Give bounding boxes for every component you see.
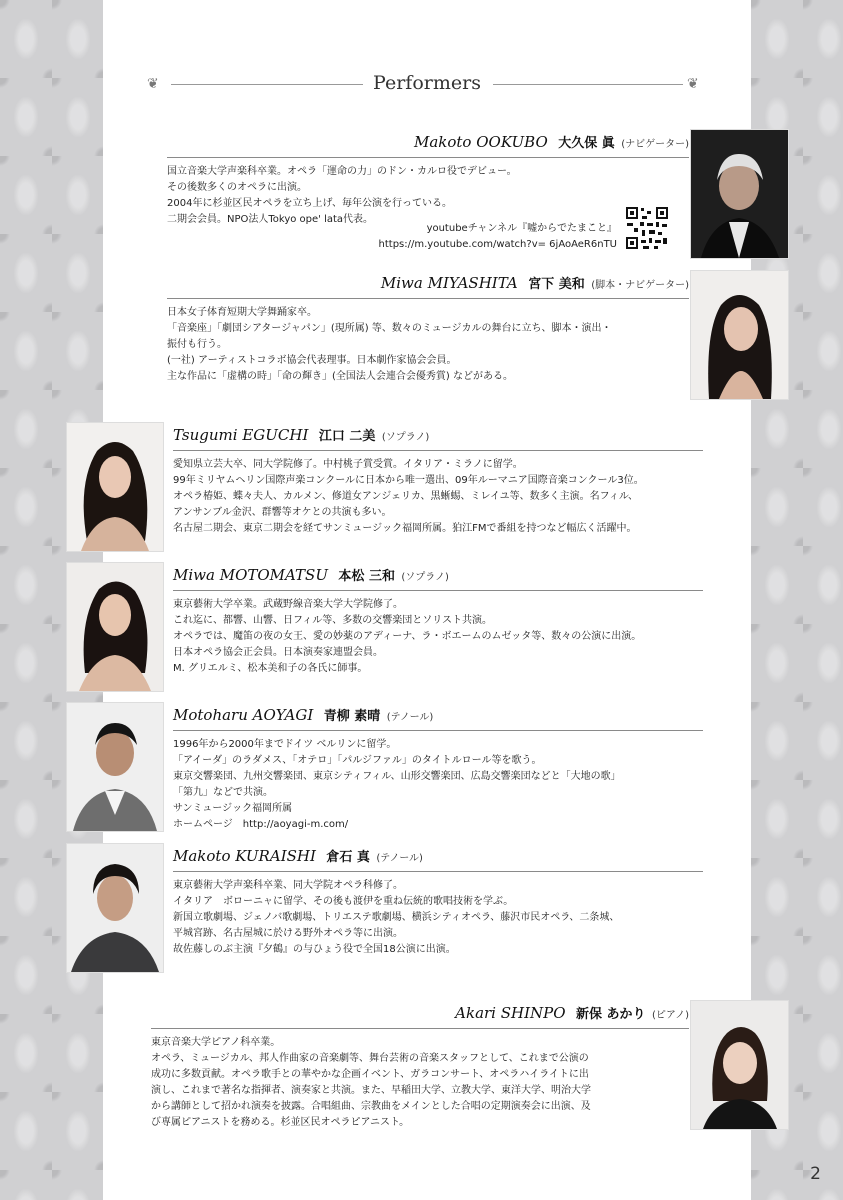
performer-name-roman: Motoharu AOYAGI (173, 706, 314, 724)
bio-line: その後数多くのオペラに出演。 (167, 182, 307, 193)
performer-name-roman: Tsugumi EGUCHI (173, 426, 309, 444)
bio-line: 演し、これまで著名な指揮者、演奏家と共演。また、早稲田大学、立教大学、東洋大学、明治大学 (151, 1085, 591, 1096)
bio-line: 成功に多数貢献。オペラ歌手との華やかな企画イベント、ガラコンサート、オペラハイライトに出 (151, 1069, 589, 1080)
performer-photo-aoyagi (66, 702, 164, 832)
bio-line: 東京交響楽団、九州交響楽団、東京シティフィル、山形交響楽団、広島交響楽団などと「大地の歌」 (173, 771, 621, 782)
performer-name-jp: 青柳 素晴 (323, 709, 381, 724)
performer-name-line (167, 274, 689, 295)
bio-line: 日本女子体育短期大学舞踊家卒。 (167, 307, 317, 318)
bio-line: 主な作品に「虚構の時」「命の輝き」(全国法人会連合会優秀賞) などがある。 (167, 371, 513, 382)
bio-line: 振付も行う。 (167, 339, 227, 350)
bio-line: 「第九」などで共演。 (173, 787, 273, 798)
homepage-link[interactable]: ホームページ http://aoyagi-m.com/ (173, 819, 349, 830)
performer-name-jp: 本松 三和 (338, 569, 395, 584)
youtube-url-link[interactable]: https://m.youtube.com/watch?v= 6jAoAeR6nTU (378, 239, 617, 250)
bio-line: 1996年から2000年までドイツ ベルリンに留学。 (173, 739, 397, 750)
qr-code-icon[interactable] (625, 206, 669, 250)
performer-name-roman: Makoto OOKUBO (413, 133, 548, 151)
performer-role: (ナビゲーター) (621, 139, 689, 150)
performer-bio (173, 737, 703, 833)
bio-line: 二期会会員。NPO法人Tokyo ope' lata代表。 (167, 214, 374, 225)
performer-name-jp: 宮下 美和 (528, 277, 585, 292)
performer-photo-miyashita (690, 270, 789, 400)
bio-line: 国立音楽大学声楽科卒業。オペラ「運命の力」のドン・カルロ役でデビュー。 (167, 166, 517, 177)
bio-line: 東京藝術大学声楽科卒業、同大学院オペラ科修了。 (173, 880, 403, 891)
performer-role: (ピアノ) (651, 1010, 689, 1021)
bio-line: 2004年に杉並区民オペラを立ち上げ、毎年公演を行っている。 (167, 198, 453, 209)
performer-name-line (173, 566, 703, 587)
youtube-channel-label: youtubeチャンネル『嘘からでたまこと』 (426, 223, 617, 234)
page-content (103, 0, 751, 1200)
performer-name-line (151, 1004, 689, 1025)
bio-line: イタリア ボローニャに留学、その後も渡伊を重ね伝統的歌唱技術を学ぶ。 (173, 896, 514, 907)
performer-photo-shinpo (690, 1000, 789, 1130)
performer-entry-motomatsu (173, 566, 703, 677)
page-title: Performers (373, 72, 481, 94)
bio-line: 愛知県立芸大卒、同大学院修了。中村桃子賞受賞。イタリア・ミラノに留学。 (173, 459, 523, 470)
performer-entry-miyashita (167, 274, 689, 385)
performer-entry-aoyagi (173, 706, 703, 833)
bio-line: (一社) アーティストコラボ協会代表理事。日本劇作家協会会員。 (167, 355, 457, 366)
name-rule (151, 1028, 689, 1029)
performer-name-roman: Makoto KURAISHI (173, 847, 316, 865)
bio-line: 99年ミリヤムヘリン国際声楽コンクールに日本から唯一選出、09年ルーマニア国際音楽コンクール3位。 (173, 475, 644, 486)
bio-line: これ迄に、都響、山響、日フィル等、多数の交響楽団とソリスト共演。 (173, 615, 492, 626)
name-rule (167, 157, 689, 158)
bio-line: 東京音楽大学ピアノ科卒業。 (151, 1037, 281, 1048)
name-rule (173, 450, 703, 451)
youtube-info (303, 221, 617, 253)
bio-line: 「アイーダ」のラダメス、「オテロ」「パルジファル」のタイトルロール等を歌う。 (173, 755, 542, 766)
bio-line: オペラ椿姫、蝶々夫人、カルメン、修道女アンジェリカ、黒蜥蜴、ミレイユ等、数多く主演。名フィル、 (173, 491, 639, 502)
performer-name-jp: 倉石 真 (326, 850, 370, 865)
performer-photo-ookubo (690, 129, 789, 259)
performer-name-line (173, 847, 703, 868)
bio-line: から講師として招かれ演奏を披露。合唱組曲、宗教曲をメインとした合唱の定期演奏会に出演、及 (151, 1101, 591, 1112)
flourish-right-icon: ❦ (687, 76, 699, 92)
flourish-left-icon: ❦ (147, 76, 159, 92)
performer-name-jp: 大久保 眞 (558, 136, 615, 151)
bio-line: 新国立歌劇場、ジェノバ歌劇場、トリエステ歌劇場、横浜シティオペラ、藤沢市民オペラ、二条城、 (173, 912, 620, 923)
performer-bio (173, 457, 703, 537)
performer-name-roman: Akari SHINPO (455, 1004, 566, 1022)
bio-line: 日本オペラ協会正会員。日本演奏家連盟会員。 (173, 647, 383, 658)
bio-line: アンサンブル金沢、群響等オケとの共演も多い。 (173, 507, 392, 518)
bio-line: オペラでは、魔笛の夜の女王、愛の妙薬のアディーナ、ラ・ボエームのムゼッタ等、数々の公演に出演。 (173, 631, 642, 642)
name-rule (167, 298, 689, 299)
performer-name-jp: 江口 二美 (318, 429, 376, 444)
performer-bio (173, 878, 703, 958)
performer-name-roman: Miwa MOTOMATSU (173, 566, 328, 584)
bio-line: び専属ピアニストを務める。杉並区民オペラピアニスト。 (151, 1117, 410, 1128)
performer-entry-kuraishi (173, 847, 703, 958)
bio-line: 東京藝術大学卒業。武蔵野線音楽大学大学院修了。 (173, 599, 403, 610)
performer-name-jp: 新保 あかり (576, 1007, 646, 1022)
performer-bio (151, 1035, 689, 1131)
performer-photo-kuraishi (66, 843, 164, 973)
performer-name-line (173, 426, 703, 447)
performer-entry-eguchi (173, 426, 703, 537)
performer-entry-ookubo (167, 133, 689, 228)
performer-name-roman: Miwa MIYASHITA (380, 274, 518, 292)
bio-line: サンミュージック福岡所属 (173, 803, 293, 814)
name-rule (173, 730, 703, 731)
name-rule (173, 590, 703, 591)
performer-photo-motomatsu (66, 562, 164, 692)
performer-name-line (167, 133, 689, 154)
performer-bio (167, 164, 689, 228)
bio-line: 平城宮跡、名古屋城に於ける野外オペラ等に出演。 (173, 928, 403, 939)
performer-role: (ソプラノ) (401, 572, 449, 583)
bio-line: 故佐藤しのぶ主演『夕鶴』の与ひょう役で全国18公演に出演。 (173, 944, 456, 955)
performer-photo-eguchi (66, 422, 164, 552)
page-number: 2 (810, 1164, 821, 1184)
bio-line: 名古屋二期会、東京二期会を経てサンミュージック福岡所属。狛江FMで番組を持つなど幅広く活躍中。 (173, 523, 637, 534)
performer-role: (テノール) (376, 853, 423, 864)
performer-role: (脚本・ナビゲーター) (591, 280, 689, 291)
performer-role: (ソプラノ) (381, 432, 430, 443)
performer-entry-shinpo (151, 1004, 689, 1131)
performer-bio (167, 305, 689, 385)
bio-line: オペラ、ミュージカル、邦人作曲家の音楽劇等、舞台芸術の音楽スタッフとして、これまで公演の (151, 1053, 589, 1064)
bio-line: M. グリエルミ、松本美和子の各氏に師事。 (173, 663, 368, 674)
performer-role: (テノール) (386, 712, 434, 723)
performer-bio (173, 597, 703, 677)
name-rule (173, 871, 703, 872)
title-rule-right (493, 84, 683, 85)
performer-name-line (173, 706, 703, 727)
bio-line: 「音楽座」「劇団シアタージャパン」(現所属) 等、数々のミュージカルの舞台に立ち、脚本・演出・ (167, 323, 612, 334)
